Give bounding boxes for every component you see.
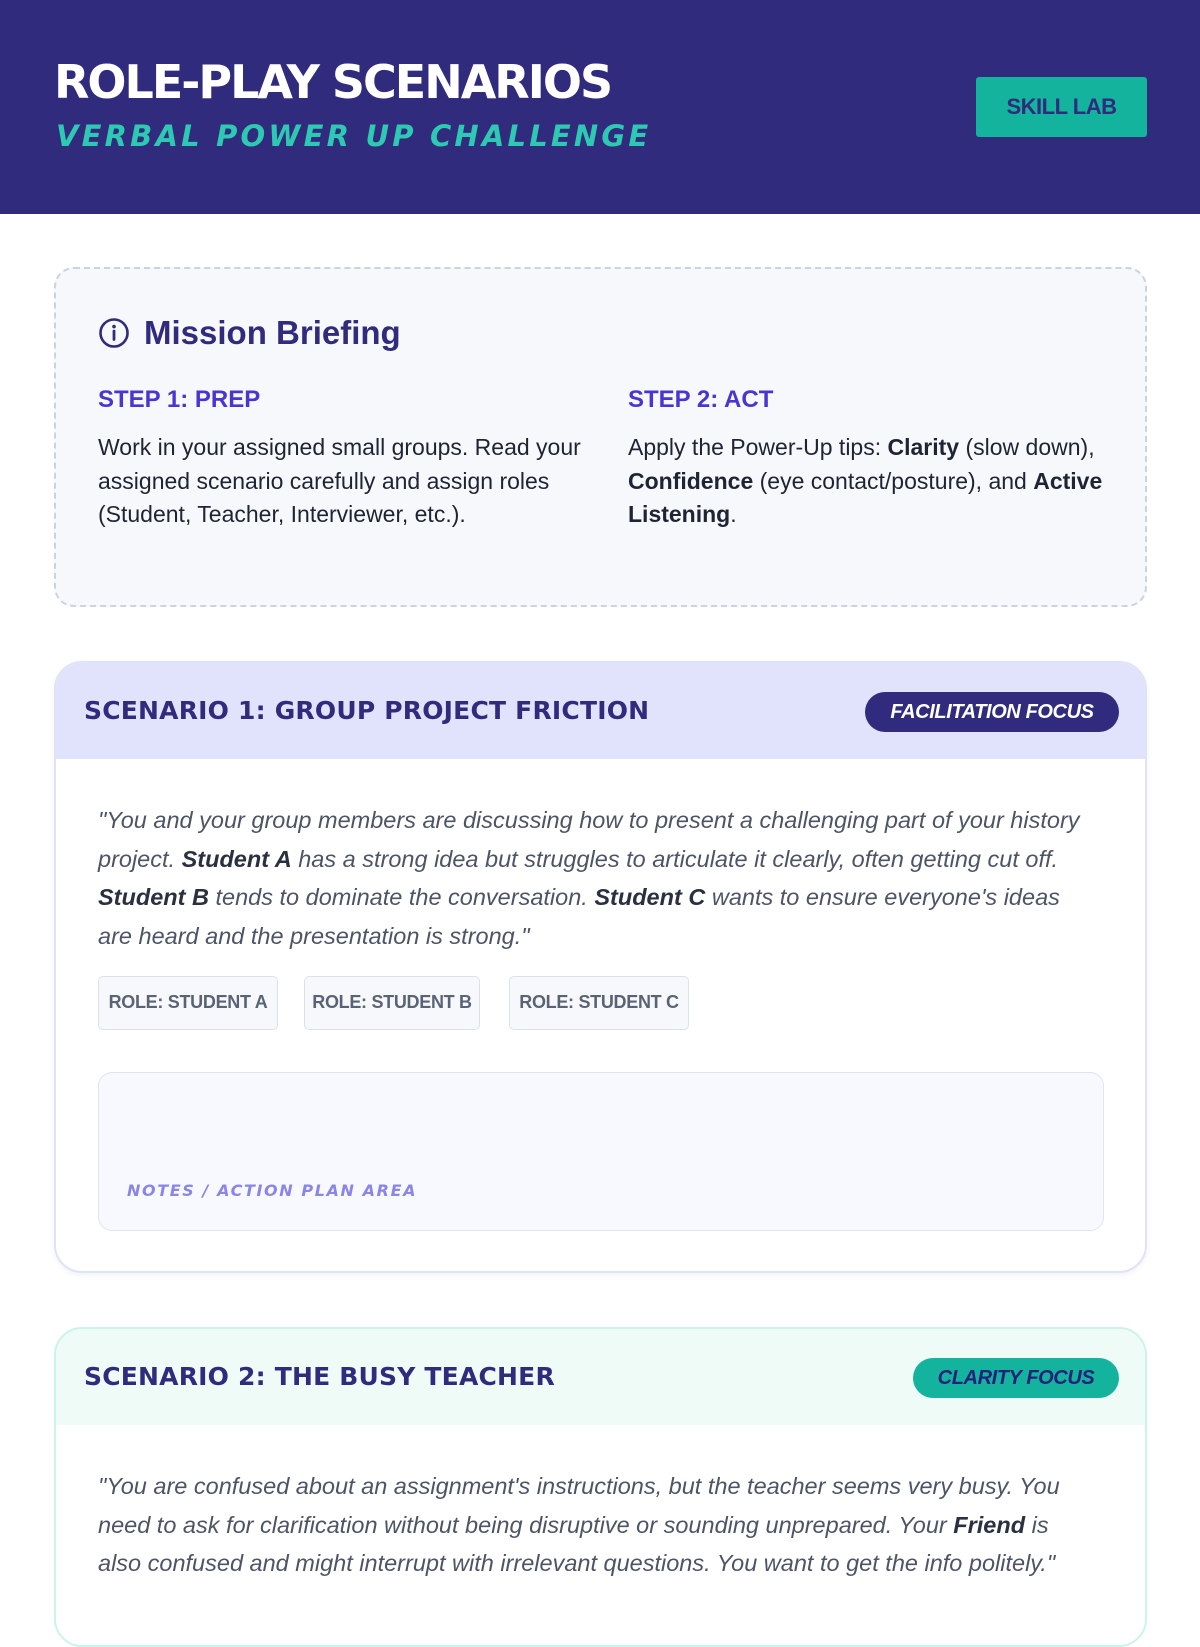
focus-badge: CLARITY FOCUS [913,1358,1119,1398]
page-subtitle: VERBAL POWER UP CHALLENGE [56,119,652,153]
step-description: Apply the Power-Up tips: Clarity (slow down), Confidence (eye contact/posture), and Active Listening. [628,434,1103,527]
role-tag-student-b[interactable]: ROLE: STUDENT B [304,976,480,1030]
scenario-header [56,663,1145,759]
mission-briefing-heading [98,313,401,353]
page-title: ROLE-PLAY SCENARIOS [54,55,612,109]
step-act [628,385,1108,532]
role-tag-student-a[interactable]: ROLE: STUDENT A [98,976,278,1030]
mission-briefing-panel [54,267,1147,607]
step-label: STEP 2: ACT [628,386,774,413]
page-header [0,0,1200,214]
scenario-card [54,1327,1147,1647]
scenario-title: SCENARIO 1: GROUP PROJECT FRICTION [84,696,650,725]
scenario-title: SCENARIO 2: THE BUSY TEACHER [84,1362,555,1391]
scenario-header [56,1329,1145,1425]
mission-briefing-title: Mission Briefing [144,314,401,351]
info-icon [98,317,130,349]
scenario-quote: "You and your group members are discussing how to present a challenging part of your history project. Student A has a strong idea but struggles to articulate it clearly, often getting cut off. Student B tends to dominate the conversation. Student C wants to ensure everyone's ideas are heard and the presentation is strong." [98,807,1080,949]
scenario-card [54,661,1147,1273]
focus-badge: FACILITATION FOCUS [865,692,1119,732]
skill-lab-button[interactable]: SKILL LAB [976,77,1147,137]
notes-action-plan-area[interactable] [98,1072,1104,1231]
scenario-quote: "You are confused about an assignment's instructions, but the teacher seems very busy. You need to ask for clarification without being disruptive or sounding unprepared. Your Friend is also confused and might interrupt with irrelevant questions. You want to get the info politely." [98,1473,1060,1576]
role-tag-student-c[interactable]: ROLE: STUDENT C [509,976,689,1030]
step-label: STEP 1: PREP [98,386,261,413]
step-description: Work in your assigned small groups. Read your assigned scenario carefully and assign roles (Student, Teacher, Interviewer, etc.). [98,434,581,527]
notes-label: NOTES / ACTION PLAN AREA [127,1181,418,1200]
step-prep [98,385,588,532]
